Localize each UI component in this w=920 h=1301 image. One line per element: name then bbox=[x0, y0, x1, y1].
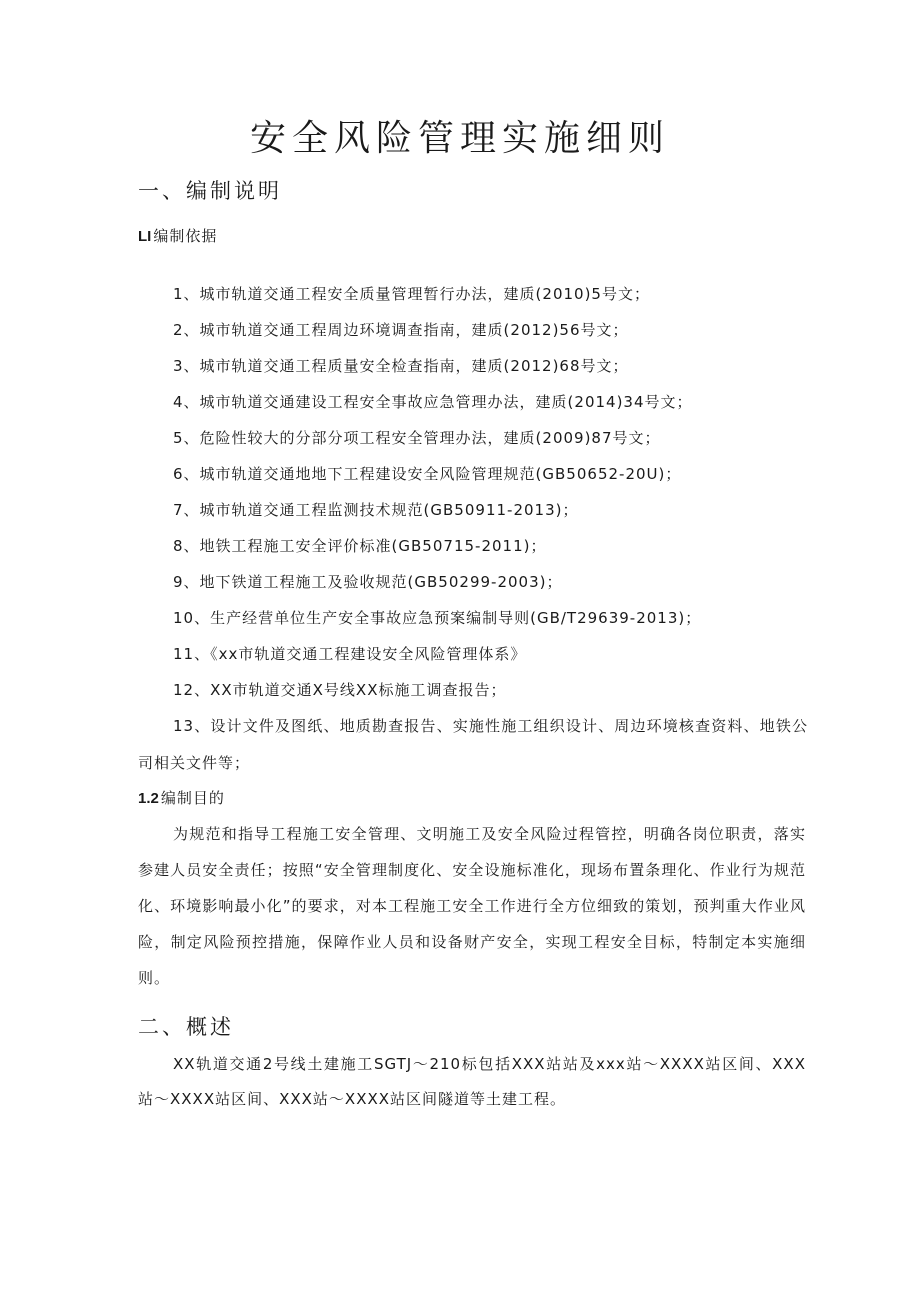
purpose-paragraph: 为规范和指导工程施工安全管理、文明施工及安全风险过程管控，明确各岗位职责，落实参建人员安全责任；按照“安全管理制度化、安全设施标准化，现场布置条理化、作业行为规范化、环境影响最小化”的要求，对本工程施工安全工作进行全方位细致的策划，预判重大作业风险，制定风险预控措施，保障作业人员和设备财产安全，实现工程安全目标，特制定本实施细则。 bbox=[138, 825, 806, 987]
reference-item: 13、设计文件及图纸、地质勘查报告、实施性施工组织设计、周边环境核查资料、地铁公司相关文件等； bbox=[138, 717, 808, 772]
subsection-label: 编制目的 bbox=[160, 789, 225, 807]
reference-item: 7、城市轨道交通工程监测技术规范(GB50911-2013)； bbox=[173, 501, 579, 519]
reference-item: 1、城市轨道交通工程安全质量管理暂行办法，建质(2010)5号文； bbox=[173, 285, 650, 303]
subsection-label: 编制依据 bbox=[153, 227, 218, 245]
overview-paragraph: XX轨道交通2号线土建施工SGTJ〜210标包括XXX站站及xxx站〜XXXX站区间、XXX站〜XXXX站区间、XXX站〜XXXX站区间隧道等土建工程。 bbox=[138, 1055, 806, 1108]
reference-item: 6、城市轨道交通地地下工程建设安全风险管理规范(GB50652-20U)； bbox=[173, 465, 682, 483]
section-heading-preparation: 一、编制说明 bbox=[138, 179, 282, 203]
subsection-number: LI bbox=[138, 228, 152, 245]
reference-item: 8、地铁工程施工安全评价标准(GB50715-2011)； bbox=[173, 537, 547, 555]
reference-item: 10、生产经营单位生产安全事故应急预案编制导则(GB/T29639-2013)； bbox=[173, 609, 702, 627]
reference-item: 11、《xx市轨道交通工程建设安全风险管理体系》 bbox=[173, 645, 527, 663]
reference-item: 2、城市轨道交通工程周边环境调查指南，建质(2012)56号文； bbox=[173, 321, 629, 339]
subsection-heading-purpose bbox=[138, 786, 225, 811]
reference-item: 9、地下铁道工程施工及验收规范(GB50299-2003)； bbox=[173, 573, 563, 591]
section-heading-overview: 二、概述 bbox=[138, 1015, 234, 1039]
reference-item: 3、城市轨道交通工程质量安全检查指南，建质(2012)68号文； bbox=[173, 357, 629, 375]
document-title: 安全风险管理实施细则 bbox=[249, 118, 670, 159]
reference-item: 12、XX市轨道交通X号线XX标施工调查报告； bbox=[173, 681, 507, 699]
reference-item: 5、危险性较大的分部分项工程安全管理办法，建质(2009)87号文； bbox=[173, 429, 661, 447]
reference-list bbox=[138, 276, 808, 782]
subsection-heading-basis bbox=[138, 224, 217, 249]
reference-item: 4、城市轨道交通建设工程安全事故应急管理办法，建质(2014)34号文； bbox=[173, 393, 693, 411]
subsection-number: 1.2 bbox=[138, 790, 159, 807]
